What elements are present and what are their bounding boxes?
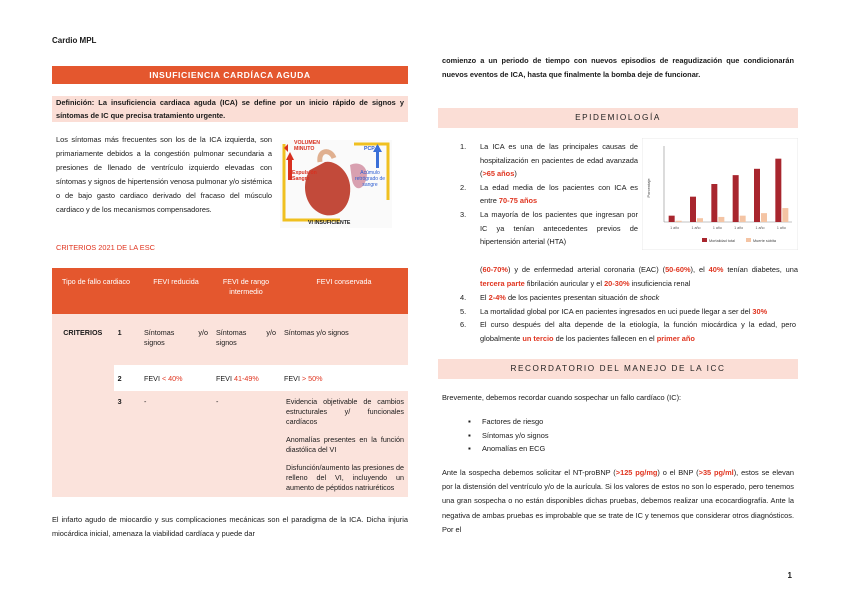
closing-paragraph: El infarto agudo de miocardio y sus complicaciones mecánicas son el paradigma de la ICA. Dicha injuria miocárdica inicial, amenaza la viabilidad cardíaca y puede dar <box>52 515 408 538</box>
text: fibrilación auricular y el <box>524 279 605 288</box>
item-text: La mayoría de los pacientes que ingresan por IC ya tenían antecedentes previos de hipertensión arterial (HTA) <box>480 209 638 247</box>
cell-value: > 50% <box>301 374 323 383</box>
table-header-row <box>52 268 408 314</box>
cell-prefix: FEVI <box>284 374 302 383</box>
item-highlight: 2-4% <box>488 293 506 302</box>
x-tick-label: 1 año <box>734 226 744 230</box>
highlight: >125 pg/mg <box>615 468 658 477</box>
recordatorio-title-bar: RECORDATORIO DEL MANEJO DE LA ICC <box>438 359 798 379</box>
fig-label-expulsion: Expulsión Sangre <box>292 170 317 182</box>
item-text: ) <box>514 169 517 179</box>
list-item <box>460 291 796 305</box>
list-item: ▪ Síntomas y/o signos <box>460 429 760 443</box>
cell: Síntomas y/o signos <box>140 314 212 365</box>
criterion-item: Evidencia objetivable de cambios estructurales y/ funcionales cardíacos <box>286 397 404 426</box>
row-num: 2 <box>114 365 140 391</box>
fig-label-vi: VI INSUFICIENTE <box>308 220 351 226</box>
highlight: 60-70% <box>482 265 508 274</box>
epidemiology-list <box>460 140 638 249</box>
legend-label: Muerte súbita <box>753 239 777 243</box>
cell: - <box>140 391 212 497</box>
x-tick-label: 1 año <box>691 226 701 230</box>
epidemiologia-title-bar: EPIDEMIOLOGÍA <box>438 108 798 128</box>
row-num: 3 <box>114 391 140 497</box>
th-fevi-intermedio: FEVI de rango intermedio <box>212 268 280 314</box>
bar-mortalidad <box>690 197 696 222</box>
x-tick-label: 1 año <box>712 226 722 230</box>
item-highlight: un tercio <box>522 334 554 344</box>
highlight: 20-30% <box>604 279 630 288</box>
legend-swatch <box>702 238 707 242</box>
page-number: 1 <box>787 571 792 580</box>
bar-muerte-subita <box>761 213 767 222</box>
text: insuficiencia renal <box>629 279 691 288</box>
text: ), el <box>690 265 709 274</box>
list-item <box>460 305 796 319</box>
item-highlight: 70-75 años <box>498 196 538 206</box>
final-paragraph <box>442 466 794 537</box>
item-italic: shock <box>639 293 660 302</box>
item-highlight: primer año <box>656 334 695 344</box>
item-text: de los pacientes fallecen en el <box>553 334 657 344</box>
bar-muerte-subita <box>676 221 682 222</box>
highlight: 40% <box>708 265 724 274</box>
item-highlight: 30% <box>752 306 768 316</box>
cell <box>280 365 408 391</box>
th-fevi-conservada: FEVI conservada <box>280 268 408 314</box>
th-tipo: Tipo de fallo cardiaco <box>52 268 140 314</box>
list-item <box>460 181 638 208</box>
text: ), estos se elevan por la distensión del ventrículo y/o de la aurícula. Si los valores de estos no son lo esperado, pero tenemos una gran sospecha o no están disponibles dichas pruebas, debemos realizar una ecocardiografía. Ante la negativa de ambas pruebas es improbable que se trate de IC y tenemos que considerar otros diagnósticos. Por el <box>442 468 794 534</box>
criterios-title: CRITERIOS 2021 DE LA ESC <box>56 243 155 252</box>
highlight: tercera parte <box>480 279 525 288</box>
document-header: Cardio MPL <box>52 36 97 45</box>
item-number: 5. <box>460 306 467 316</box>
bar-muerte-subita <box>718 217 724 222</box>
highlight: >35 pg/ml <box>698 468 734 477</box>
th-fevi-reducida: FEVI reducida <box>140 268 212 314</box>
row-criterios-label: CRITERIOS <box>52 314 114 497</box>
chart-y-label: Porcentaje <box>646 178 651 198</box>
highlight: 50-60% <box>665 265 691 274</box>
text: ) o el BNP ( <box>657 468 699 477</box>
bar-mortalidad <box>775 159 781 222</box>
epidemiology-list-continued <box>460 291 796 346</box>
item-text: El <box>480 293 489 302</box>
list-item: ▪ Factores de riesgo <box>460 415 760 429</box>
item-number: 3. <box>460 209 467 219</box>
item-text: La ICA es una de las principales causas de hospitalización en pacientes de edad avanzada ( <box>480 142 638 179</box>
legend-label: Mortalidad total <box>709 239 735 243</box>
item-number: 2. <box>460 182 467 192</box>
section-title-bar: INSUFICIENCIA CARDÍACA AGUDA <box>52 66 408 84</box>
cell-prefix: FEVI <box>144 374 162 383</box>
mortality-chart <box>642 138 798 250</box>
bar-muerte-subita <box>782 208 788 222</box>
text: ) y de enfermedad arterial coronaria (EAC) ( <box>507 265 666 274</box>
text: ( <box>480 265 483 274</box>
cell <box>280 391 408 497</box>
item-number: 4. <box>460 293 467 302</box>
suspicion-list <box>460 415 760 456</box>
item-text: de los pacientes presentan situación de <box>505 293 640 302</box>
bar-muerte-subita <box>740 216 746 222</box>
brevemente-paragraph: Brevemente, debemos recordar cuando sospechar un fallo cardíaco (IC): <box>442 393 682 402</box>
bar-muerte-subita <box>697 218 703 222</box>
item-highlight: >65 años <box>482 169 515 179</box>
cell-prefix: FEVI <box>216 374 234 383</box>
cell: - <box>212 391 280 497</box>
bar-mortalidad <box>711 184 717 222</box>
cell <box>212 365 280 391</box>
list-item <box>460 318 796 345</box>
table-row <box>52 314 408 365</box>
item-number: 1. <box>460 142 467 151</box>
criteria-table <box>52 268 408 497</box>
x-tick-label: 1 año <box>776 226 786 230</box>
bar-mortalidad <box>754 169 760 222</box>
x-tick-label: 1 año <box>670 226 680 230</box>
cell <box>140 365 212 391</box>
fig-label-volumen: VOLUMEN MINUTO <box>294 140 320 152</box>
x-tick-label: 1 año <box>755 226 765 230</box>
row-num: 1 <box>114 314 140 365</box>
continuation-paragraph: comienzo a un periodo de tiempo con nuevos episodios de reagudización que condicionarán nuevos eventos de ICA, hasta que finalmente la bomba deje de funcionar. <box>442 56 794 79</box>
epi-item3-continuation <box>480 263 798 291</box>
intro-paragraph: Los síntomas más frecuentes son los de la ICA izquierda, son primariamente debidos a la congestión pulmonar secundaria a presiones de llenado de ventrículo izquierdo elevadas con síntomas y signos de hipertensión venosa pulmonar y/o sistémica o de bajo gasto cardiaco derivado del fracaso del músculo cardiaco y de los mecanismos compensadores. <box>56 135 272 214</box>
text: Ante la sospecha debemos solicitar el NT-proBNP ( <box>442 468 616 477</box>
fig-label-pcp: PCP <box>364 146 375 152</box>
list-item: ▪ Anomalías en ECG <box>460 442 760 456</box>
text: tenían diabetes, una <box>723 265 798 274</box>
item-text: La edad media de los pacientes con ICA es entre <box>480 182 638 206</box>
cell-value: < 40% <box>161 374 183 383</box>
item-text: El curso después del alta depende de la etiología, la función miocárdica y la edad, pero globalmente <box>480 320 796 344</box>
definition-box: Definición: La insuficiencia cardiaca aguda (ICA) se define por un inicio rápido de signos y síntomas de IC que precisa tratamiento urgente. <box>52 96 408 122</box>
fig-label-acumulo: Acúmulo retrógrado de sangre <box>354 170 386 188</box>
criterion-item: Anomalías presentes en la función diastólica del VI <box>286 435 404 454</box>
list-item <box>460 208 638 249</box>
cell: Síntomas y/o signos <box>280 314 408 365</box>
heart-figure <box>280 140 392 228</box>
cell-value: 41-49% <box>233 374 259 383</box>
item-text: La mortalidad global por ICA en pacientes ingresados en uci puede llegar a ser del <box>480 306 753 316</box>
legend-swatch <box>746 238 751 242</box>
criterion-item: Disfunción/aumento las presiones de relleno del VI, incluyendo un aumento de péptidos natriuréticos <box>286 463 404 492</box>
cell: Síntomas y/o signos <box>212 314 280 365</box>
list-item <box>460 140 638 181</box>
bar-mortalidad <box>669 216 675 222</box>
item-number: 6. <box>460 320 467 330</box>
bar-mortalidad <box>733 175 739 222</box>
